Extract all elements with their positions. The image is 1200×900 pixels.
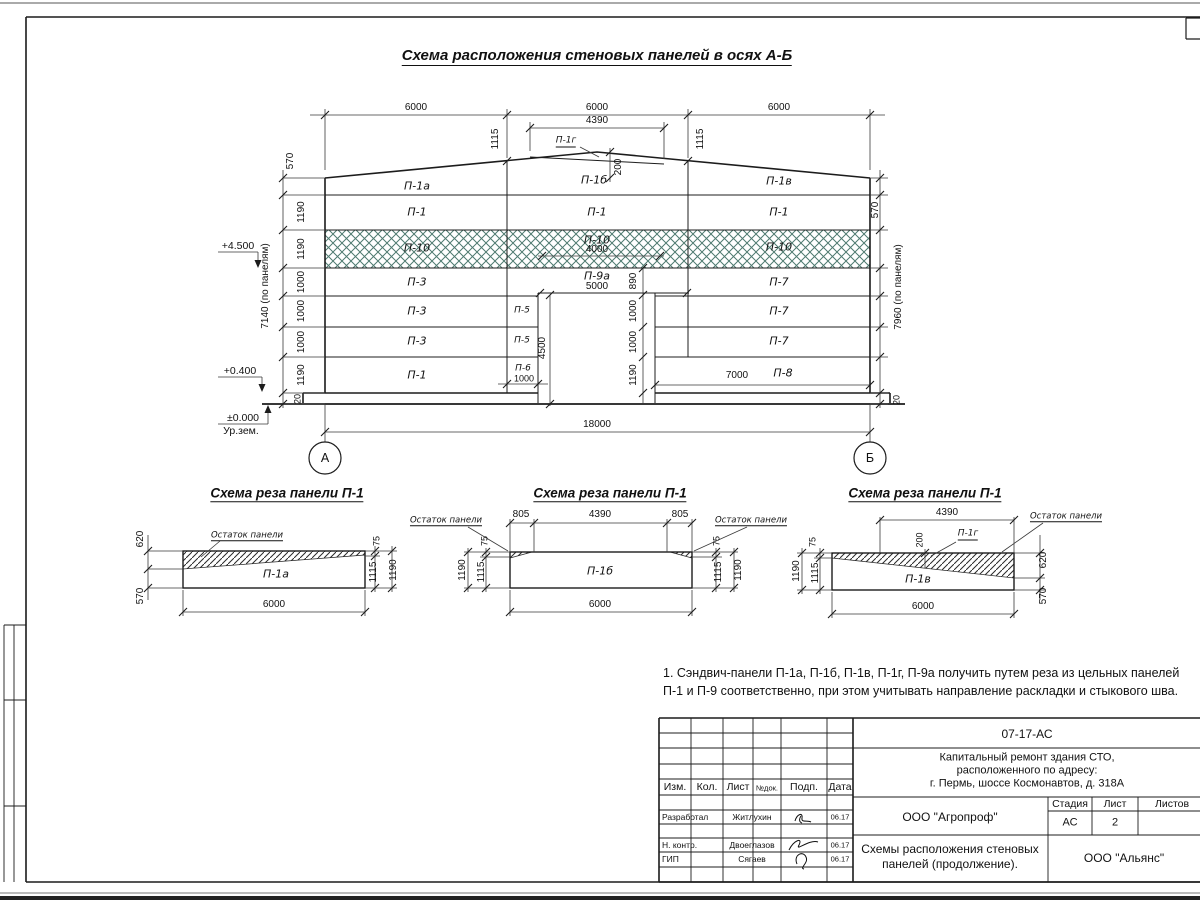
dim-1115-left: 1115 (490, 128, 501, 150)
scheme2-dim-6000: 6000 (588, 599, 612, 610)
panel-label-p1a: П-1а (404, 179, 430, 193)
dim-4390: 4390 (585, 115, 609, 126)
scheme2-dim-805-right: 805 (671, 509, 689, 520)
scheme3-dim-4390: 4390 (935, 507, 959, 518)
scheme2-remainder-left: Остаток панели (409, 515, 483, 526)
titleblock-sheet-header: Лист (1103, 797, 1127, 810)
axis-label-a: А (320, 450, 330, 465)
titleblock-col-list: Лист (726, 780, 750, 793)
dim-left-1000a: 1000 (296, 270, 307, 294)
dim-570-right: 570 (870, 201, 881, 219)
titleblock-role-nkontr: Н. контр. (662, 839, 698, 850)
scheme3-title: Схема реза панели П-1 (848, 485, 1002, 501)
titleblock-doc-code: 07-17-АС (1001, 727, 1053, 741)
scheme2-dim-75-right: 75 (711, 535, 722, 547)
scheme3-dim-75: 75 (807, 536, 818, 548)
titleblock-date-3: 06.17 (830, 854, 850, 864)
titleblock-stage-value: АС (1062, 816, 1078, 829)
titleblock-doc-title-line2: панелей (продолжение). (882, 857, 1018, 871)
panel-label-p10-b3: П-10 (765, 240, 793, 254)
panel-label-p3c: П-3 (407, 334, 427, 348)
dim-left-total: 7140 (по панелям) (260, 243, 271, 329)
dim-left-1190b: 1190 (296, 238, 307, 260)
scheme1-dim-6000: 6000 (262, 599, 286, 610)
dim-5000: 5000 (585, 281, 609, 292)
scheme2-dim-75-left: 75 (479, 535, 490, 547)
titleblock-date-2: 06.17 (830, 840, 850, 850)
scheme3-dim-6000: 6000 (911, 601, 935, 612)
level-mark-0000: ±0.000 (226, 411, 260, 424)
page-title: Схема расположения стеновых панелей в осях А-Б (401, 47, 793, 64)
axis-bubbles (309, 442, 886, 474)
scheme2-dim-805-left: 805 (512, 509, 530, 520)
panel-label-p1-b3: П-1 (769, 205, 789, 219)
dim-7000: 7000 (725, 370, 749, 381)
titleblock-role-gip: ГИП (662, 853, 679, 864)
titleblock-col-izm: Изм. (663, 780, 687, 793)
titleblock-contractor: ООО "Альянс" (1083, 851, 1165, 865)
panel-label-p1-b2: П-1 (587, 205, 607, 219)
titleblock-role-razrabotal: Разработал (662, 811, 709, 822)
titleblock-col-ndok: №док. (756, 783, 778, 793)
scheme3-dim-620: 620 (1038, 551, 1049, 569)
panel-label-p1-b1: П-1 (407, 205, 427, 219)
panel-label-p9a: П-9а (584, 269, 610, 283)
titleblock-name-zhitlukhin: Житлухин (732, 811, 772, 822)
panel-label-p1v: П-1в (766, 174, 792, 188)
panel-label-p7a: П-7 (769, 275, 789, 289)
scheme1-dim-620: 620 (135, 530, 146, 548)
panel-label-p1-b1-bottom: П-1 (407, 368, 427, 382)
signature-nkontr (789, 840, 818, 850)
titleblock-col-podp: Подп. (790, 780, 818, 793)
signatures (789, 814, 818, 869)
titleblock-col-kol: Кол. (696, 780, 718, 793)
dim-6000-bay1: 6000 (404, 102, 428, 113)
scheme3-remainder-label: Остаток панели (1029, 511, 1103, 522)
titleblock-org: ООО "Агропроф" (902, 810, 998, 824)
panel-label-p3b: П-3 (407, 304, 427, 318)
ground-level-label: Ур.зем. (223, 424, 259, 437)
titleblock-sheet-value: 2 (1111, 816, 1119, 829)
titleblock-project-line3: г. Пермь, шоссе Космонавтов, д. 318А (929, 777, 1125, 790)
titleblock-name-syagaev: Сягаев (738, 853, 766, 864)
panel-label-p7b: П-7 (769, 304, 789, 318)
titleblock-stage-header: Стадия (1052, 797, 1088, 810)
scheme2-dim-1115-left: 1115 (476, 561, 487, 583)
scheme2-dim-1190-right: 1190 (733, 559, 744, 581)
panel-label-p10-b2: П-10 (583, 233, 611, 247)
titleblock-project-line1: Капитальный ремонт здания СТО, (939, 751, 1115, 764)
titleblock-name-dvoeglazov: Двоеглазов (729, 839, 775, 850)
note-line1: 1. Сэндвич-панели П-1а, П-1б, П-1в, П-1г, П-9а получить путем реза из цельных панелей (663, 665, 1180, 680)
scheme2-dim-4390: 4390 (588, 509, 612, 520)
dim-4000: 4000 (585, 244, 609, 255)
scheme2-dim-1190-left: 1190 (457, 559, 468, 581)
scheme1-dim-1115: 1115 (368, 561, 379, 583)
titleblock-sheets-header: Листов (1154, 797, 1190, 810)
dim-left-1190a: 1190 (296, 201, 307, 223)
scheme1-dim-75: 75 (371, 535, 382, 547)
dim-door-890: 890 (628, 272, 639, 290)
signature-razrabotal (795, 814, 811, 823)
titleblock-date-1: 06.17 (830, 812, 850, 822)
dim-200-ridge: 200 (613, 158, 624, 176)
dim-door-1000a: 1000 (628, 299, 639, 323)
panel-label-p1g: П-1г (555, 135, 577, 146)
dim-left-1000c: 1000 (296, 330, 307, 354)
scheme1-dim-570: 570 (135, 587, 146, 605)
scheme3-dim-570: 570 (1038, 587, 1049, 605)
scheme1-remainder-label: Остаток панели (210, 530, 284, 541)
scheme2-panel-label: П-1б (586, 564, 614, 578)
dim-18000: 18000 (583, 419, 611, 430)
scheme3-dim-1115: 1115 (810, 562, 821, 584)
dim-left-1190c: 1190 (296, 364, 307, 386)
panel-label-p5a: П-5 (514, 305, 530, 316)
dim-1000-p6: 1000 (513, 373, 535, 384)
dim-1115-right: 1115 (695, 128, 706, 150)
scheme1-panel-label: П-1а (263, 567, 289, 581)
note-line2: П-1 и П-9 соответственно, при этом учитывать направление раскладки и стыкового шва. (663, 683, 1179, 698)
panel-label-p7c: П-7 (769, 334, 789, 348)
scheme1-title: Схема реза панели П-1 (210, 485, 364, 501)
dim-6000-bay3: 6000 (767, 102, 791, 113)
titleblock-doc-title-line1: Схемы расположения стеновых (861, 842, 1039, 856)
level-mark-4500: +4.500 (221, 239, 255, 252)
panel-label-p1b: П-1б (580, 173, 608, 187)
scheme3-piece-label: П-1г (957, 528, 979, 539)
scheme1-dim-1190: 1190 (388, 559, 399, 581)
dim-left-1000b: 1000 (296, 299, 307, 323)
panel-label-p3a: П-3 (407, 275, 427, 289)
dim-door-1190: 1190 (628, 364, 639, 386)
dim-6000-bay2: 6000 (585, 102, 609, 113)
scheme2-dim-1115-right: 1115 (713, 561, 724, 583)
scheme3-dim-200: 200 (914, 532, 925, 548)
panel-label-p8: П-8 (773, 366, 793, 380)
scheme2-remainder-right: Остаток панели (714, 515, 788, 526)
axis-label-b: Б (865, 450, 875, 465)
panel-label-p10-b1: П-10 (403, 241, 431, 255)
scheme3-panel-label: П-1в (905, 572, 931, 586)
titleblock-col-data: Дата (828, 780, 852, 793)
dim-door-height: 4500 (537, 336, 548, 360)
dim-right-total: 7960 (по панелям) (893, 244, 904, 330)
panel-label-p5b: П-5 (514, 335, 530, 346)
dim-door-1000b: 1000 (628, 330, 639, 354)
scheme2-title: Схема реза панели П-1 (533, 485, 687, 501)
titleblock-project-line2: расположенного по адресу: (956, 764, 1098, 777)
panel-label-p6: П-6 (515, 363, 531, 374)
dim-left-20: 20 (292, 393, 303, 405)
scheme3-dim-1190: 1190 (791, 560, 802, 582)
level-mark-0400: +0.400 (223, 364, 257, 377)
dim-570-left: 570 (285, 152, 296, 170)
dim-right-20: 20 (891, 394, 902, 406)
